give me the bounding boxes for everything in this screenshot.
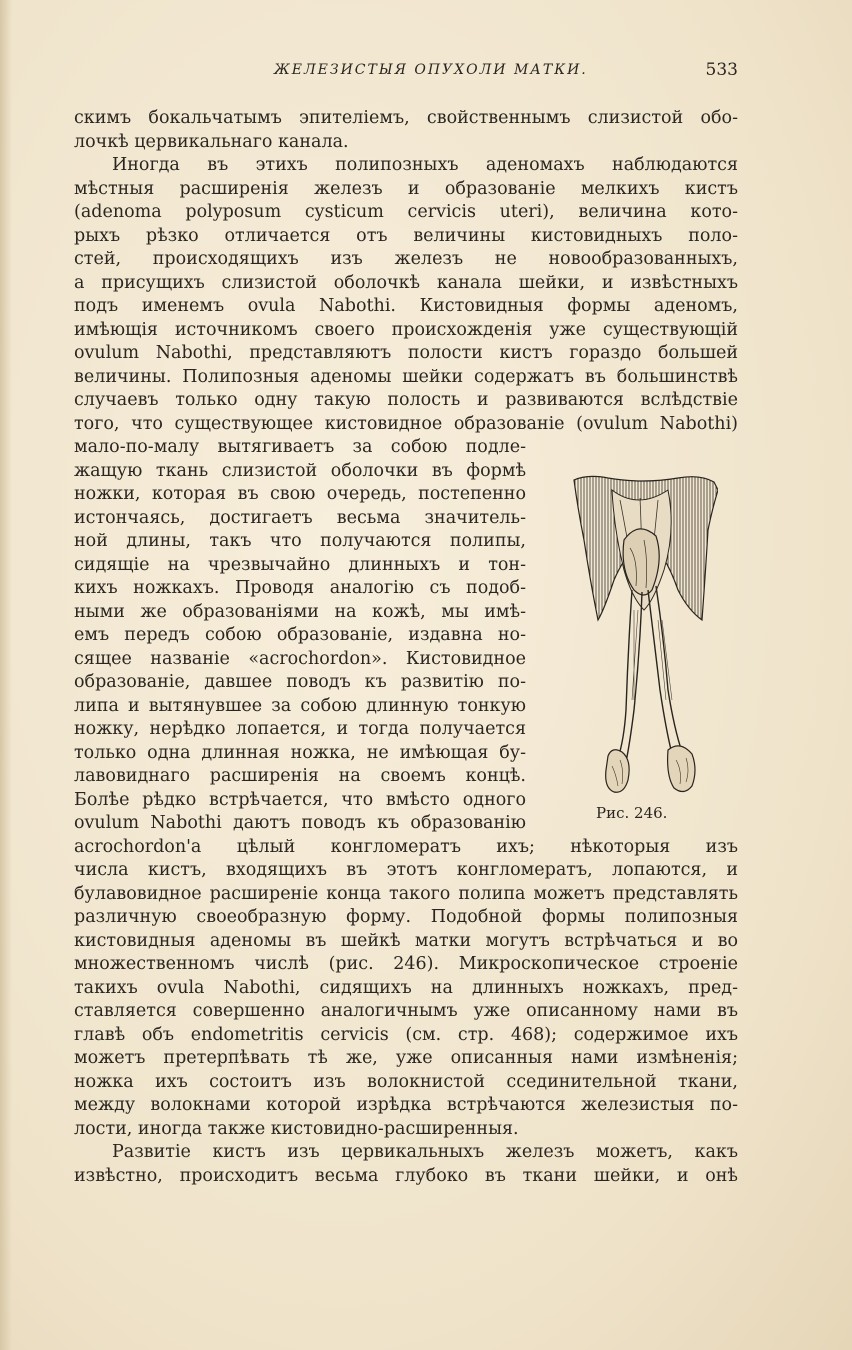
text-line: жащую ткань слизистой оболочки въ формѣ (74, 460, 526, 481)
figure-246 (548, 470, 732, 820)
text-line: липа и вытянувшее за собою длинную тонкую (74, 695, 526, 716)
text-line: различную своеобразную форму. Подобной формы полипозныя (74, 907, 738, 927)
text-line: сящее названіе «acrochordon». Кистовидное (74, 648, 526, 669)
text-line: главѣ объ endometritis cervicis (см. стр. 468); содержимое ихъ (74, 1024, 738, 1045)
text-line: числа кистъ, входящихъ въ этотъ конгломератъ, лопаются, и (74, 860, 738, 880)
text-line: acrochordon'а цѣлый конгломератъ ихъ; нѣкоторыя изъ (74, 836, 738, 857)
text-line: мѣстныя расширенія железъ и образованіе мелкихъ кистъ (74, 178, 738, 199)
page-header (74, 60, 738, 90)
text-line: извѣстно, происходитъ весьма глубоко въ ткани шейки, и онѣ (74, 1165, 738, 1186)
text-line: можетъ претерпѣвать тѣ же, уже описанныя нами измѣненія; (74, 1048, 738, 1068)
text-line: ножка ихъ состоитъ изъ волокнистой ссединительной ткани, (74, 1071, 738, 1092)
text-line: лости, иногда также кистовидно-расширенныя. (74, 1118, 519, 1139)
text-line: ной длины, такъ что получаются полипы, (74, 531, 526, 551)
text-line: мало-по-малу вытягиваетъ за собою подле- (74, 437, 526, 457)
text-line: ными же образованіями на кожѣ, мы имѣ- (74, 601, 526, 622)
text-line: между волокнами которой изрѣдка встрѣчаются железистыя по- (74, 1095, 738, 1115)
text-line: величины. Полипозныя аденомы шейки содержатъ въ большинствѣ (74, 366, 738, 387)
text-line: случаевъ только одну такую полость и развиваются вслѣдствіе (74, 390, 738, 410)
text-line: (adenoma polyposum cysticum cervicis uteri), величина кото- (74, 202, 738, 222)
text-line: множественномъ числѣ (рис. 246). Микроскопическое строеніе (74, 954, 738, 974)
text-line: Болѣе рѣдко встрѣчается, что вмѣсто одного (74, 789, 526, 810)
text-line: подъ именемъ ovula Nabothi. Кистовидныя формы аденомъ, (74, 296, 738, 316)
text-line: лочкѣ цервикальнаго канала. (74, 131, 349, 152)
text-line: емъ передъ собою образованіе, издавна но- (74, 625, 526, 645)
text-line: кистовидныя аденомы въ шейкѣ матки могутъ встрѣчаться и во (74, 930, 738, 951)
text-line: а присущихъ слизистой оболочкѣ канала шейки, и извѣстныхъ (74, 272, 738, 293)
text-line: Иногда въ этихъ полипозныхъ аденомахъ наблюдаются (112, 155, 738, 175)
text-line: кихъ ножкахъ. Проводя аналогію съ подоб- (74, 578, 526, 598)
polyp-illustration (568, 470, 718, 800)
running-title: ЖЕЛЕЗИСТЫЯ ОПУХОЛИ МАТКИ. (274, 62, 588, 78)
text-line: рыхъ рѣзко отличается отъ величины кистовидныхъ поло- (74, 225, 738, 246)
text-line: истончаясь, достигаетъ весьма значитель- (74, 507, 526, 528)
text-line: образованіе, давшее поводъ къ развитію по- (74, 672, 526, 692)
text-line: имѣющія источникомъ своего происхожденія уже существующій (74, 319, 738, 340)
text-line: ножки, которая въ свою очередь, постепенно (74, 484, 526, 504)
text-line: ставляется совершенно аналогичнымъ уже описанному нами въ (74, 1001, 738, 1021)
text-line: такихъ ovula Nabothi, сидящихъ на длинныхъ ножкахъ, пред- (74, 977, 738, 998)
text-line: того, что существующее кистовидное образованіе (ovulum Nabothi) (74, 413, 738, 434)
text-line: булавовидное расширеніе конца такого полипа можетъ представлять (74, 883, 738, 904)
text-line: ovulum Nabothi, представляютъ полости кистъ гораздо большей (74, 343, 738, 363)
figure-caption: Рис. 246. (596, 804, 668, 822)
text-line: скимъ бокальчатымъ эпителіемъ, свойственнымъ слизистой обо- (74, 108, 738, 128)
page-edge-shadow (0, 0, 12, 1350)
text-line: Развитіе кистъ изъ цервикальныхъ железъ можетъ, какъ (112, 1142, 738, 1162)
text-line: сидящіе на чрезвычайно длинныхъ и тон- (74, 554, 526, 575)
text-line: ножку, нерѣдко лопается, и тогда получается (74, 719, 526, 739)
text-line: лавовиднаго расширенія на своемъ концѣ. (74, 766, 526, 786)
text-line: только одна длинная ножка, не имѣющая бу- (74, 742, 526, 763)
text-line: ovulum Nabothi даютъ поводъ къ образованію (74, 813, 526, 833)
text-line: стей, происходящихъ изъ железъ не новообразованныхъ, (74, 249, 738, 269)
page-number: 533 (705, 60, 738, 80)
